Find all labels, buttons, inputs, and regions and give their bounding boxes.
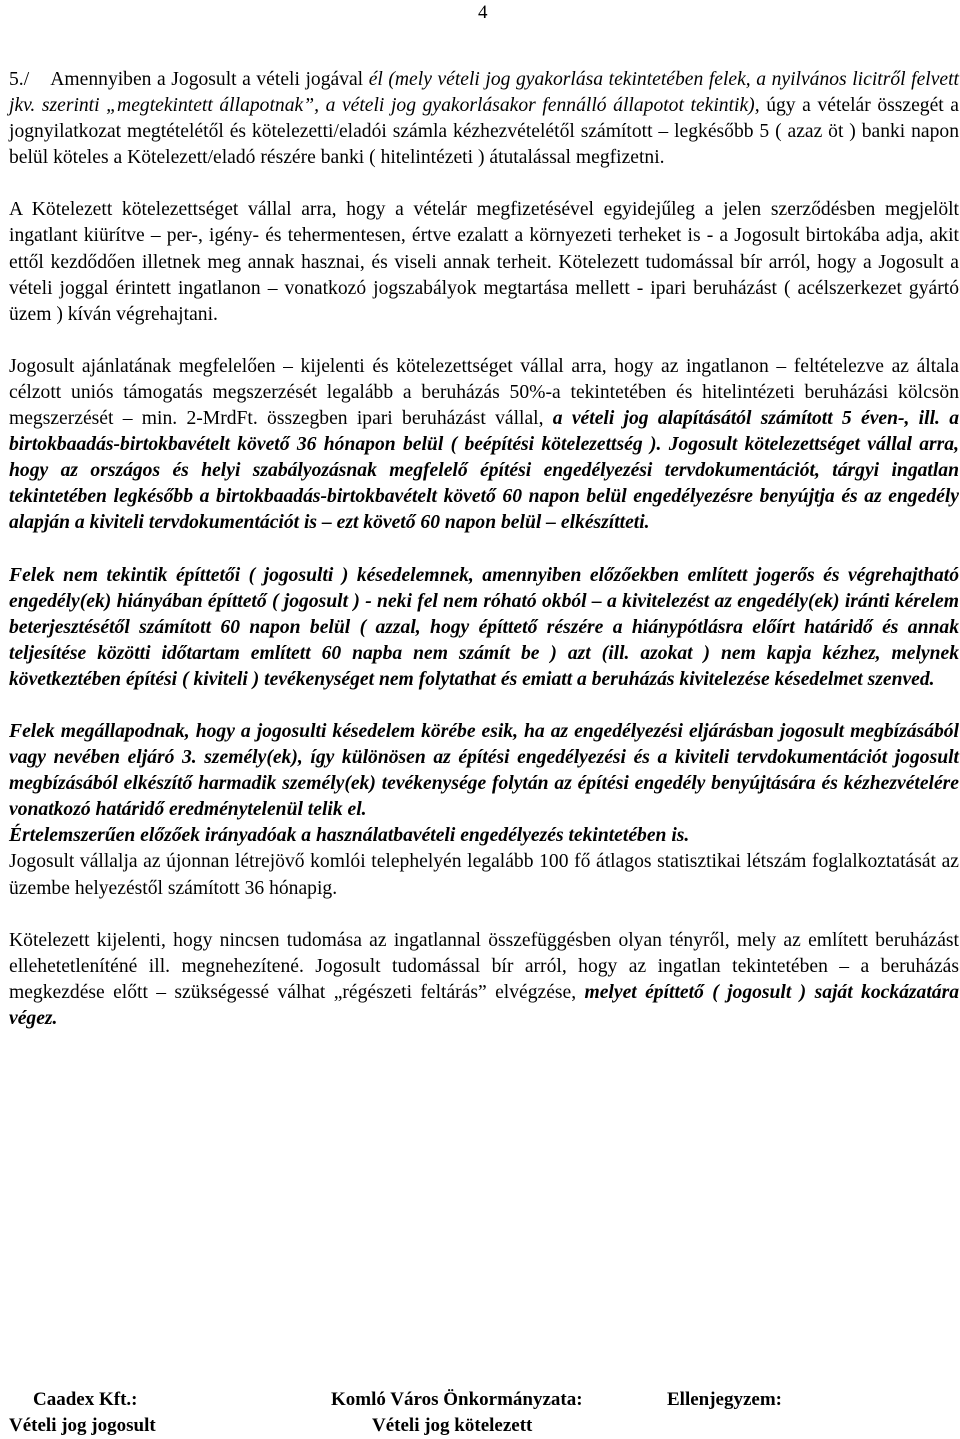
paragraph-investment-bold: a vételi jog alapításától számított 5 éven-, ill. a birtokbaadás-birtokbavételt követő 36 hónapon belül ( beépítési kötelezettség ). Jogosult kötelezettséget vállal arra, hogy az országos és helyi szabályozásnak megfelelő építési engedélyezési tervdokumentációt, tárgyi ingatlan tekintetében legkésőbb a birtokbaadás-birtokbavételt követő 60 napon belül engedélyezésre benyújtja és az engedély alapján a kiviteli tervdokumentációt is – ezt követő 60 napon belül – elkészítteti. — [9, 408, 959, 534]
signature-caadex-role: Vételi jog jogosult — [9, 1415, 156, 1436]
signature-komlo-role: Vételi jog kötelezett — [372, 1415, 533, 1436]
paragraph-5-intro: 5./ Amennyiben a Jogosult a vételi jogával — [9, 69, 369, 90]
paragraph-5 — [9, 67, 959, 171]
paragraph-obligation: A Kötelezett kötelezettséget vállal arra, hogy a vételár megfizetésével egyidejűleg a jelen szerződésben megjelölt ingatlant kiürítve – per-, igény- és tehermentesen, értve ezalatt a környezeti terheket is - a Jogosult birtokába adja, akit ettől kezdődően illetnek meg annak hasznai, és viseli annak terheit. Kötelezett tudomással bír arról, hogy a Jogosult a vételi joggal érintett ingatlanon – vonatkozó jogszabályok megtartása mellett - ipari beruházást ( acélszerkezet gyártó üzem ) kíván végrehajtani. — [9, 199, 959, 325]
signature-komlo-name: Komló Város Önkormányzata: — [331, 1389, 583, 1410]
paragraph-knowledge-bold: melyet építtető ( jogosult ) saját kockázatára végez. — [9, 981, 959, 1029]
paragraph-knowledge-plain: Kötelezett kijelenti, hogy nincsen tudomása az ingatlannal összefüggésben olyan tényről, mely az említett beruházást ellehetetleníténé ill. megnehezítené. Jogosult tudomással bír arról, hogy az ingatlan tekintetében – a beruházás megkezdése előtt – szükségessé válhat „régészeti feltárás” elvégzése, — [9, 929, 959, 1003]
paragraph-employment: Jogosult vállalja az újonnan létrejövő komlói telephelyén legalább 100 fő átlagos statisztikai létszám foglalkoztatását az üzembe helyezéstől számított 36 hónapig. — [9, 851, 959, 899]
signature-countersign: Ellenjegyzem: — [667, 1389, 783, 1410]
document-body — [9, 67, 959, 1032]
page-number: 4 — [478, 2, 488, 23]
signature-caadex-name: Caadex Kft.: — [33, 1389, 138, 1410]
paragraph-agreement: Felek megállapodnak, hogy a jogosulti késedelem körébe esik, ha az engedélyezési eljárásban jogosult megbízásából vagy nevében eljáró 3. személy(ek), így különösen az építési engedélyezési és a kiviteli tervdokumentációt jogosult megbízásából elkészítő harmadik személy(ek) tevékenysége folytán az építési engedély benyújtására és kézhezvételére vonatkozó határidő eredménytelenül telik el. — [9, 720, 959, 821]
paragraph-investment-plain: Jogosult ajánlatának megfelelően – kijelenti és kötelezettséget vállal arra, hogy az ingatlanon – feltételezve az általa célzott uniós támogatás megszerzését legalább a beruházás 50%-a tekintetében és hitelintézeti beruházási kölcsön megszerzését – min. 2-MrdFt. összegben ipari beruházást vállal, — [9, 355, 959, 430]
paragraph-usage-permit: Értelemszerűen előzőek irányadóak a használatbavételi engedélyezés tekintetében is. — [9, 825, 690, 847]
paragraph-5-italic: él (mely vételi jog gyakorlása tekintetében felek, a nyilvános licitről felvett jkv. szerinti „megtekintett állapotnak”, a vételi jog gyakorlásakor fennálló állapotot tekintik), — [9, 69, 959, 117]
paragraph-knowledge — [9, 928, 959, 1032]
paragraph-delay: Felek nem tekintik építtetői ( jogosulti ) késedelemnek, amennyiben előzőekben említett jogerős és végrehajtható engedély(ek) hiányában építtető ( jogosult ) - neki fel nem róható okból – a kivitelezést az engedély(ek) iránti kérelem beterjesztésétől számított 60 napon belül ( azzal, hogy építtető részére a hiánypótlásra előírt határidő és annak teljesítése közötti időtartam említett 60 napba nem számít be ) azt (ill. azokat ) nem kapja kézhez, melynek következtében építési ( kiviteli ) tevékenységet nem folytathat és emiatt a beruházás kivitelezése késedelmet szenved. — [9, 564, 959, 690]
paragraph-5-rest: úgy a vételár összegét a jognyilatkozat megtételétől és kötelezetti/eladói számla kézhezvételétől számított – legkésőbb 5 ( azaz öt ) banki napon belül köteles a Kötelezett/eladó részére banki ( hitelintézeti ) átutalással megfizetni. — [9, 95, 959, 169]
paragraph-investment — [9, 354, 959, 537]
